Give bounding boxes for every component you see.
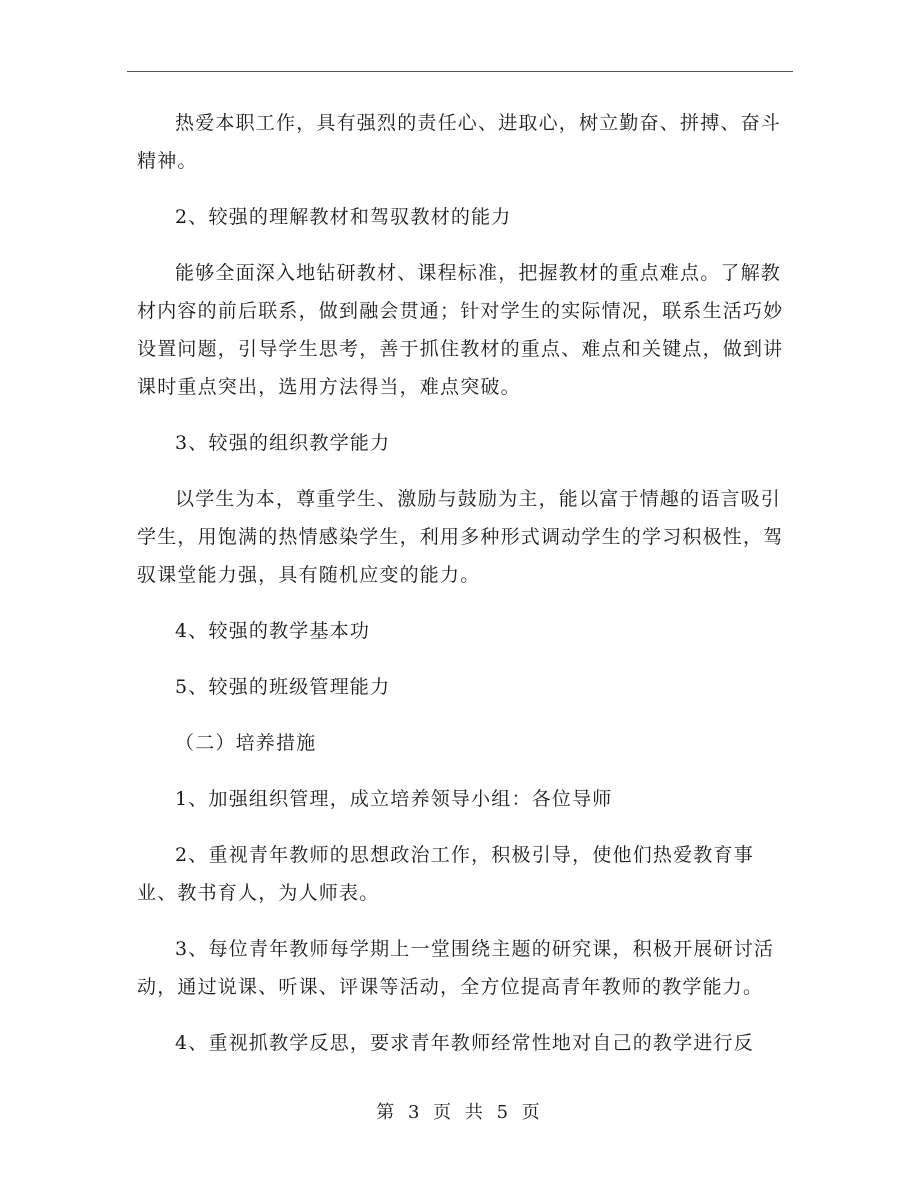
- section-heading: （二）培养措施: [175, 732, 317, 754]
- section-heading: 3、较强的组织教学能力: [175, 432, 391, 454]
- list-item: 1、加强组织管理，成立培养领导小组：各位导师: [175, 788, 613, 810]
- paragraph: 以学生为本，尊重学生、激励与鼓励为主，能以富于情趣的语言吸引学生，用饱满的热情感染学生，利用多种形式调动学生的学习积极性，驾驭课堂能力强，具有随机应变的能力。: [137, 488, 784, 586]
- section-heading: 5、较强的班级管理能力: [175, 676, 391, 698]
- list-item: 2、重视青年教师的思想政治工作，积极引导，使他们热爱教育事业、教书育人，为人师表。: [137, 844, 754, 904]
- paragraph: 能够全面深入地钻研教材、课程标准，把握教材的重点难点。了解教材内容的前后联系，做到融会贯通；针对学生的实际情况，联系生活巧妙设置问题，引导学生思考，善于抓住教材的重点、难点和关键点，做到讲课时重点突出，选用方法得当，难点突破。: [137, 262, 784, 398]
- paragraph: 热爱本职工作，具有强烈的责任心、进取心，树立勤奋、拼搏、奋斗精神。: [137, 112, 782, 172]
- document-body: [137, 104, 787, 1062]
- section-heading: 4、较强的教学基本功: [175, 620, 371, 642]
- list-item: 3、每位青年教师每学期上一堂围绕主题的研究课，积极开展研讨活动，通过说课、听课、评课等活动，全方位提高青年教师的教学能力。: [137, 938, 775, 998]
- header-rule: [127, 71, 793, 72]
- section-heading: 2、较强的理解教材和驾驭教材的能力: [175, 206, 512, 228]
- page-number: 第 3 页 共 5 页: [376, 1102, 544, 1123]
- list-item: 4、重视抓教学反思，要求青年教师经常性地对自己的教学进行反: [175, 1032, 754, 1054]
